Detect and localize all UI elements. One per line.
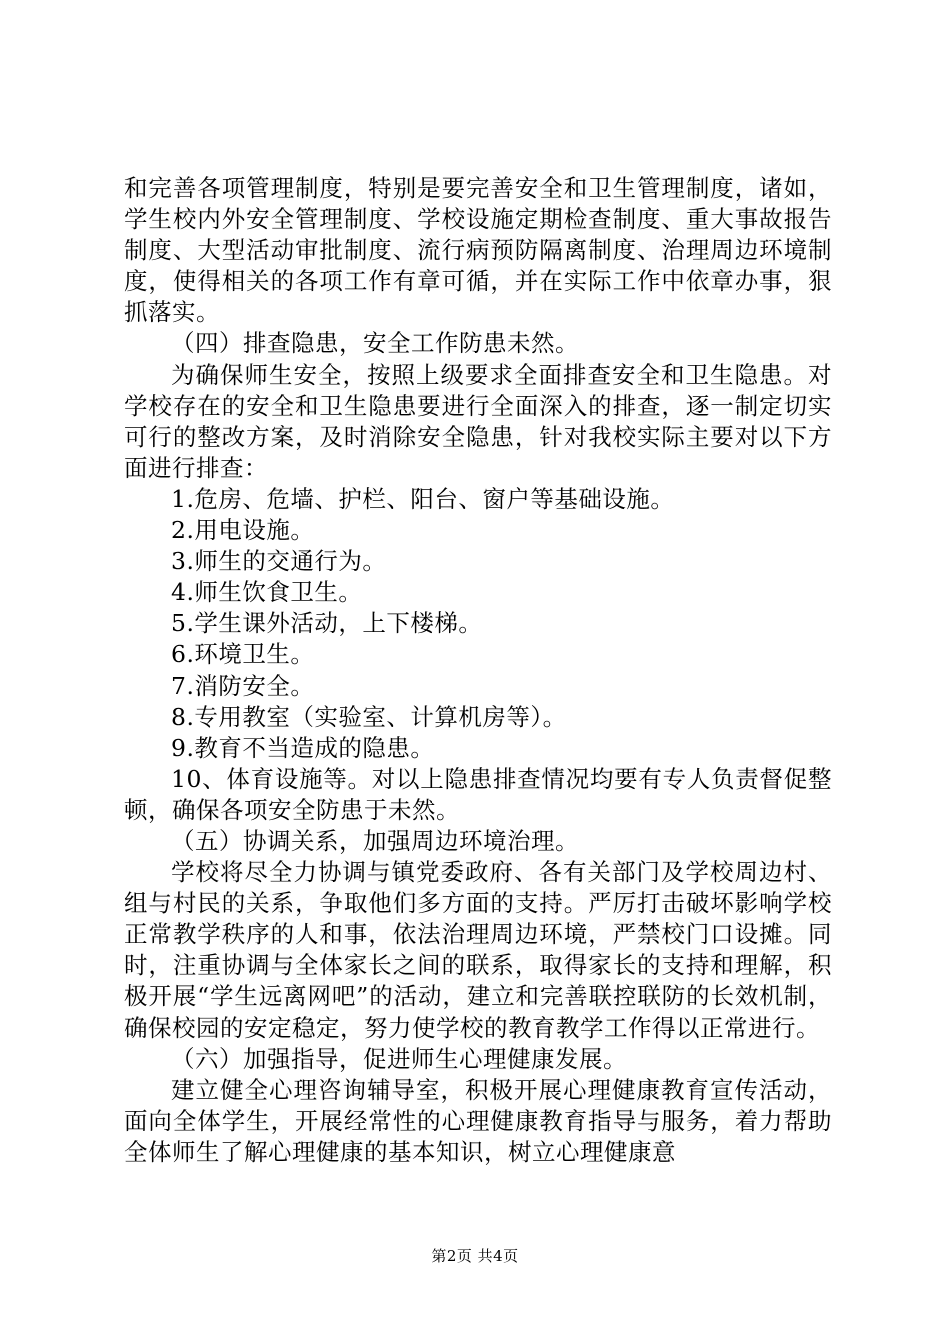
document-body	[124, 173, 832, 1168]
page-footer: 第2页 共4页	[431, 1247, 519, 1265]
paragraph: （四）排查隐患，安全工作防患未然。	[171, 329, 579, 358]
paragraph: 4.师生饮食卫生。	[171, 578, 363, 607]
paragraph: 7.消防安全。	[171, 671, 315, 700]
paragraph: 1.危房、危墙、护栏、阳台、窗户等基础设施。	[171, 484, 675, 513]
paragraph: 6.环境卫生。	[171, 640, 315, 669]
paragraph: 学校将尽全力协调与镇党委政府、各有关部门及学校周边村、组与村民的关系，争取他们多方面的支持。严厉打击破坏影响学校正常教学秩序的人和事，依法治理周边环境，严禁校门口设摊。同时，注重协调与全体家长之间的联系，取得家长的支持和理解，积极开展“学生远离网吧”的活动，建立和完善联控联防的长效机制，确保校园的安定稳定，努力使学校的教育教学工作得以正常进行。	[124, 858, 832, 1042]
paragraph: 3.师生的交通行为。	[171, 547, 387, 576]
paragraph: 9.教育不当造成的隐患。	[171, 733, 435, 762]
paragraph: 和完善各项管理制度，特别是要完善安全和卫生管理制度，诸如，学生校内外安全管理制度、学校设施定期检查制度、重大事故报告制度、大型活动审批制度、流行病预防隔离制度、治理周边环境制度，使得相关的各项工作有章可循，并在实际工作中依章办事，狠抓落实。	[124, 174, 832, 327]
paragraph: 为确保师生安全，按照上级要求全面排查安全和卫生隐患。对学校存在的安全和卫生隐患要进行全面深入的排查，逐一制定切实可行的整改方案，及时消除安全隐患，针对我校实际主要对以下方面进行排查：	[124, 360, 832, 482]
paragraph: 8.专用教室（实验室、计算机房等）。	[171, 702, 567, 731]
paragraph: 10、体育设施等。对以上隐患排查情况均要有专人负责督促整顿，确保各项安全防患于未然。	[124, 764, 832, 824]
paragraph: 2.用电设施。	[171, 516, 315, 545]
paragraph: （五）协调关系，加强周边环境治理。	[171, 826, 579, 855]
paragraph: 5.学生课外活动，上下楼梯。	[171, 609, 483, 638]
paragraph: （六）加强指导，促进师生心理健康发展。	[171, 1044, 627, 1073]
paragraph: 建立健全心理咨询辅导室，积极开展心理健康教育宣传活动，面向全体学生，开展经常性的心理健康教育指导与服务，着力帮助全体师生了解心理健康的基本知识，树立心理健康意	[124, 1075, 832, 1166]
